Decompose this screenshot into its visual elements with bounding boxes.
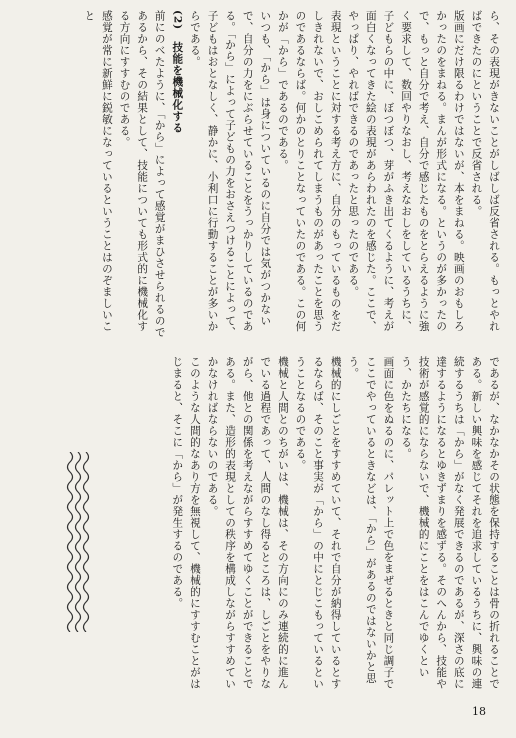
paragraph: 表現ということに対する考え方に、自分のもっているものをだしきれないで、おしこめられてしまうものがあったことを思うのであるならば。何かのとりことなっていたのである。この何かが「から」であるのである。 [276,10,342,332]
paragraph: 画面に色をぬるのに、パレット上で色をまぜるときと同じ調子でここでやっているときなどは、「から」があるのではないかと思う。 [347,356,395,690]
paragraph: 版画にだけ限るわけではないが、本をまねる。映画のおもしろかったのをまねる。まんが形式になる。というのが多かったので、もっと自分で考え、自分で感じたものをとらえるように強く要求して、数回やりなおし、考えなおしをしているうちに、子どもらの中に、ぼつぼつ、芽がふき出てくるように、考えが面白くなってきた絵の表現があらわれたのを感じた。ここで、やっぱり、やればできるのであったと思ったのである。 [347,10,465,332]
section-subheading: (2) 技能を機械化する [171,10,184,134]
upper-text-block [26,10,502,340]
page-number: 18 [472,705,486,718]
paragraph: いつも、「から」は身についているのに自分では気がつかないで、自分の力をにぶらせていることをうっかりしているのである。「から」によって子どもの力をおさえつけることによって、子どもはおとなしく、静かに、小利口に行動することが多いからである。 [188,10,272,339]
section-end-wave-ornament [60,452,96,632]
paragraph: 前にのべたように、「から」によって感覚がまひさせられるのであるから、その結果として、技能についても形式的に機械化する方向にすすむのである。 [118,10,166,339]
lower-text-block [26,356,502,692]
paragraph: 機械的にしごとをすすめていて、それで自分が納得しているとするならば、そのこと事実が「から」の中にとじこもっているということなるのである。 [294,356,342,690]
paragraph: であるが、なかなかその状態を保持することは骨の折れることである。新しい興味を感じてそれを追求しているうちに、興味の連続するうちは「から」がなく発展できるのであるが、深さの底に達するようになるとゆきずまりを感ずる。そのへんから、技能や技術が感覚的にならないで、機械的にことをはこんでゆくという、かたちになる。 [400,356,500,690]
paragraph: ら、その表現がきないことがしばしば反省される。もっとやればできたのにということで反省される。 [470,10,500,332]
paragraph: 機械と人間とのちがいは、機械は、その方向にのみ連続的に進んでいる過程であって、人間のなし得るところは、しごとをやりながら、他との関係を考えながらすすめてゆくことができることである。また、造形的表現としての秩序を構成しながらすすめていかなければならないのである。 [206,356,289,690]
paragraph: このような人間的なあり方を無視して、機械的にすすむことがはじまると、そこに「から」が発生するのである。 [171,356,201,690]
paragraph: 感覚が常に新鮮に鋭敏になっているということはのぞましいこと [83,10,113,332]
